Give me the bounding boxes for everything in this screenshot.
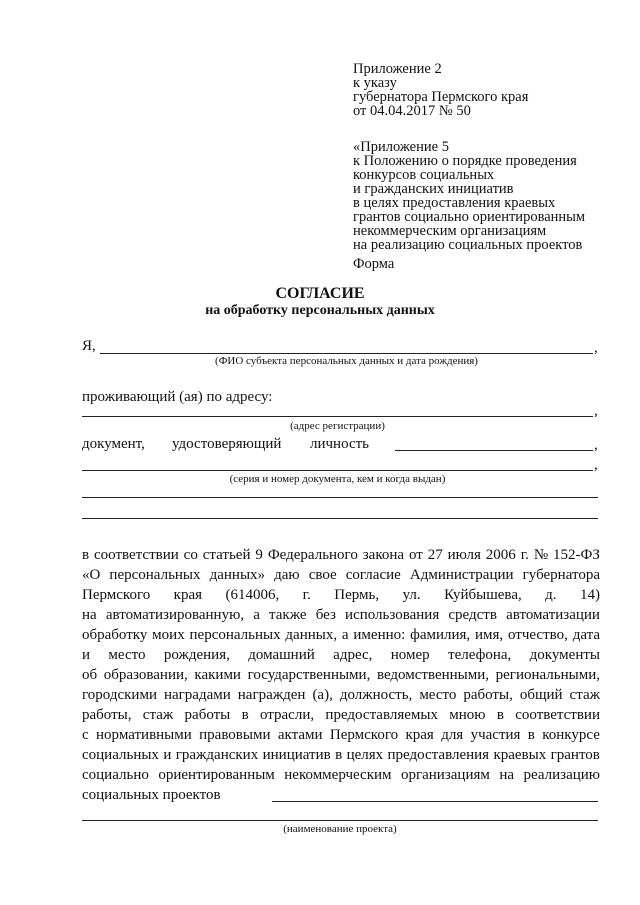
word: средств	[448, 607, 497, 623]
word: персональных	[109, 567, 201, 583]
word: правовыми	[199, 727, 271, 743]
address-input-line[interactable]	[82, 416, 593, 417]
document-title: СОГЛАСИЕ	[275, 285, 365, 302]
word: со	[183, 547, 198, 563]
word: на	[82, 607, 97, 623]
word: 2006	[485, 547, 516, 563]
word: организациям	[400, 767, 490, 783]
word: на	[499, 767, 515, 783]
regulation-line: «Приложение 5	[353, 139, 449, 155]
word: грантов	[550, 747, 600, 763]
word: инициатив	[262, 747, 331, 763]
word: Администрации	[409, 567, 514, 583]
word: обработку	[82, 627, 148, 643]
word: соответствии	[94, 547, 179, 563]
word: даю	[274, 567, 300, 583]
regulation-line: на реализацию социальных проектов	[353, 237, 583, 253]
comma: ,	[594, 437, 598, 453]
regulation-line: грантов социально ориентированным	[353, 209, 586, 225]
consent-line-spread	[82, 585, 600, 605]
consent-line	[82, 745, 600, 765]
word: отчество,	[507, 627, 568, 643]
appendix-line: от 04.04.2017 № 50	[353, 103, 471, 119]
word: закона	[362, 547, 405, 563]
word: 152-ФЗ	[553, 547, 600, 563]
appendix-line: Приложение 2	[353, 61, 442, 77]
consent-line-spread	[82, 645, 600, 665]
word: номер	[390, 647, 430, 663]
word: актами	[277, 727, 323, 743]
word: какими	[194, 667, 241, 683]
word: данных,	[285, 627, 338, 643]
word: наградами	[163, 687, 231, 703]
word: г.	[520, 547, 529, 563]
word: телефона,	[448, 647, 512, 663]
project-input-line[interactable]	[272, 801, 598, 802]
word: Пермь,	[334, 587, 380, 603]
regulation-line: некоммерческим организациям	[353, 223, 547, 239]
word: использования	[345, 607, 440, 623]
word: в	[527, 727, 535, 743]
word: июля	[447, 547, 481, 563]
word: статьей	[202, 547, 251, 563]
word: конкурсе	[542, 727, 600, 743]
word: домашний	[248, 647, 315, 663]
word: соответствии	[515, 707, 600, 723]
word: №	[533, 547, 549, 563]
blank-line[interactable]	[82, 518, 598, 519]
blank-line[interactable]	[82, 497, 598, 498]
word: автоматизированную,	[105, 607, 245, 623]
word: нормативными	[96, 727, 192, 743]
document-subtitle: на обработку персональных данных	[205, 303, 435, 318]
consent-line	[82, 685, 600, 705]
word: края	[173, 587, 203, 603]
address-caption: (адрес регистрации)	[290, 420, 385, 432]
word: адрес,	[333, 647, 373, 663]
regulation-line: к Положению о порядке проведения	[353, 153, 577, 169]
word: для	[441, 727, 464, 743]
comma: ,	[594, 457, 598, 473]
document-input-line-2[interactable]	[82, 470, 593, 471]
appendix-line: губернатора Пермского края	[353, 89, 529, 105]
word: а	[341, 627, 349, 643]
word: ориентированным	[158, 767, 275, 783]
word: д.	[545, 587, 557, 603]
word: предоставления	[387, 747, 490, 763]
word: целях	[346, 747, 384, 763]
word: некоммерческим	[284, 767, 392, 783]
word: данных»	[209, 567, 266, 583]
word: Куйбышева,	[444, 587, 522, 603]
document-input-line[interactable]	[395, 450, 593, 451]
word: имя,	[475, 627, 504, 643]
word: и	[163, 747, 172, 763]
word: место	[108, 647, 146, 663]
regulation-line: в целях предоставления краевых	[353, 195, 556, 211]
word: городскими	[82, 687, 157, 703]
word: ул.	[402, 587, 421, 603]
word: Пермского	[329, 727, 399, 743]
word: ведомственными,	[376, 667, 490, 683]
word: стаж	[569, 687, 600, 703]
address-label: проживающий (ая) по адресу:	[82, 389, 273, 405]
word: без	[315, 607, 336, 623]
word: также	[269, 607, 307, 623]
word: а	[253, 607, 260, 623]
word: место	[419, 687, 457, 703]
word: Федерального	[267, 547, 358, 563]
word: должность,	[339, 687, 413, 703]
consent-line	[82, 625, 600, 645]
consent-last-line: социальных проектов	[82, 787, 221, 803]
word: г.	[302, 587, 311, 603]
word: и	[82, 647, 91, 663]
word: социально	[82, 767, 149, 783]
word: от	[408, 547, 423, 563]
regulation-line: и гражданских инициатив	[353, 181, 514, 197]
word: персональных	[189, 627, 281, 643]
word: краевых	[493, 747, 547, 763]
word: региональными,	[495, 667, 600, 683]
word: моих	[152, 627, 185, 643]
word: в	[496, 707, 504, 723]
consent-line	[82, 725, 600, 745]
consent-line	[82, 545, 600, 565]
word: (614006,	[225, 587, 280, 603]
document-caption: (серия и номер документа, кем и когда выдан)	[229, 473, 446, 485]
word: дата	[572, 627, 600, 643]
word: гражданских	[175, 747, 259, 763]
word: именно:	[353, 627, 406, 643]
consent-line	[82, 565, 600, 585]
word: работы,	[463, 687, 513, 703]
word: в	[335, 747, 343, 763]
word: фамилия,	[410, 627, 471, 643]
project-caption: (наименование проекта)	[283, 823, 397, 835]
fio-input-line[interactable]	[100, 353, 593, 354]
word: стаж	[142, 707, 174, 723]
consent-line	[82, 605, 600, 625]
word: 14)	[580, 587, 600, 603]
word: общий	[519, 687, 563, 703]
word: 9	[255, 547, 263, 563]
word: отрасли,	[259, 707, 315, 723]
fio-caption: (ФИО субъекта персональных данных и дата рождения)	[215, 355, 478, 367]
word: (а),	[312, 687, 333, 703]
appendix-line: к указу	[353, 75, 397, 91]
word: рождения,	[163, 647, 230, 663]
word: награжден	[237, 687, 306, 703]
document-word: личность	[310, 436, 370, 452]
word: работы,	[82, 707, 132, 723]
consent-line	[82, 765, 600, 785]
word: свое	[308, 567, 337, 583]
word: в	[241, 707, 249, 723]
word: социальных	[82, 747, 159, 763]
word: Пермского	[82, 587, 151, 603]
project-input-line-2[interactable]	[82, 820, 598, 821]
word: об	[82, 667, 98, 683]
form-label: Форма	[353, 256, 395, 272]
word: работы	[184, 707, 231, 723]
word: автоматизации	[506, 607, 600, 623]
comma: ,	[594, 340, 598, 356]
word: предоставляемых	[325, 707, 438, 723]
word: в	[82, 547, 90, 563]
word: «О	[82, 567, 101, 583]
comma: ,	[594, 403, 598, 419]
word: 27	[427, 547, 443, 563]
word: образовании,	[103, 667, 188, 683]
regulation-line: конкурсов социальных	[353, 167, 495, 183]
word: с	[82, 727, 89, 743]
document-word: документ,	[82, 436, 145, 452]
word: мною	[449, 707, 486, 723]
consent-line	[82, 705, 600, 725]
consent-line	[82, 665, 600, 685]
word: документы	[529, 647, 600, 663]
i-prefix: Я,	[82, 338, 96, 354]
document-word: удостоверяющий	[172, 436, 282, 452]
word: реализацию	[523, 767, 600, 783]
word: края	[405, 727, 434, 743]
word: губернатора	[522, 567, 600, 583]
word: согласие	[345, 567, 401, 583]
word: участия	[470, 727, 521, 743]
word: государственными,	[247, 667, 371, 683]
